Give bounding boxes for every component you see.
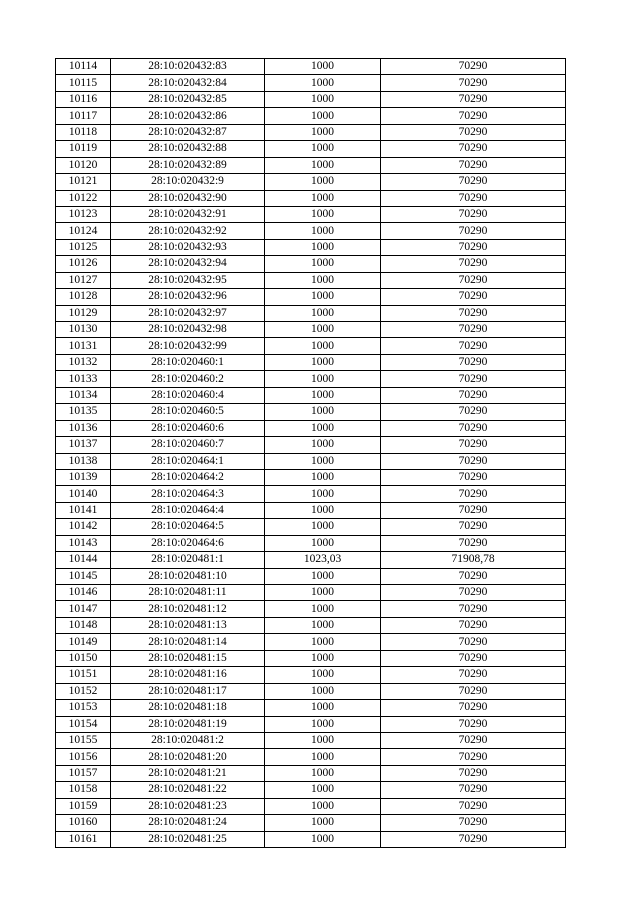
- table-row: [56, 667, 566, 683]
- cadastral-number-cell: 28:10:020481:21: [111, 765, 265, 781]
- row-number-cell: 10151: [56, 667, 111, 683]
- area-cell: 1000: [265, 831, 381, 847]
- area-cell: 1000: [265, 469, 381, 485]
- value-cell: 70290: [381, 157, 566, 173]
- row-number-cell: 10140: [56, 486, 111, 502]
- value-cell: 70290: [381, 190, 566, 206]
- table-row: [56, 239, 566, 255]
- row-number-cell: 10129: [56, 305, 111, 321]
- table-row: [56, 75, 566, 91]
- area-cell: 1000: [265, 239, 381, 255]
- cadastral-number-cell: 28:10:020432:85: [111, 91, 265, 107]
- row-number-cell: 10155: [56, 732, 111, 748]
- table-row: [56, 617, 566, 633]
- table-row: [56, 831, 566, 847]
- table-row: [56, 272, 566, 288]
- cadastral-number-cell: 28:10:020432:9: [111, 174, 265, 190]
- table-row: [56, 437, 566, 453]
- table-row: [56, 289, 566, 305]
- value-cell: 70290: [381, 305, 566, 321]
- table-row: [56, 157, 566, 173]
- area-cell: 1000: [265, 667, 381, 683]
- value-cell: 70290: [381, 469, 566, 485]
- table-row: [56, 732, 566, 748]
- row-number-cell: 10134: [56, 387, 111, 403]
- cadastral-number-cell: 28:10:020432:96: [111, 289, 265, 305]
- row-number-cell: 10148: [56, 617, 111, 633]
- cadastral-number-cell: 28:10:020481:17: [111, 683, 265, 699]
- table-row: [56, 568, 566, 584]
- area-cell: 1000: [265, 716, 381, 732]
- value-cell: 70290: [381, 650, 566, 666]
- cadastral-number-cell: 28:10:020460:6: [111, 420, 265, 436]
- value-cell: 70290: [381, 75, 566, 91]
- area-cell: 1000: [265, 617, 381, 633]
- value-cell: 70290: [381, 585, 566, 601]
- value-cell: 70290: [381, 732, 566, 748]
- value-cell: 70290: [381, 798, 566, 814]
- area-cell: 1000: [265, 453, 381, 469]
- value-cell: 70290: [381, 322, 566, 338]
- value-cell: 70290: [381, 782, 566, 798]
- table-row: [56, 700, 566, 716]
- area-cell: 1000: [265, 75, 381, 91]
- cadastral-number-cell: 28:10:020460:5: [111, 404, 265, 420]
- cadastral-number-cell: 28:10:020481:25: [111, 831, 265, 847]
- row-number-cell: 10145: [56, 568, 111, 584]
- row-number-cell: 10115: [56, 75, 111, 91]
- table-row: [56, 502, 566, 518]
- value-cell: 70290: [381, 700, 566, 716]
- value-cell: 70290: [381, 535, 566, 551]
- row-number-cell: 10137: [56, 437, 111, 453]
- value-cell: 70290: [381, 124, 566, 140]
- area-cell: 1000: [265, 354, 381, 370]
- cadastral-number-cell: 28:10:020432:97: [111, 305, 265, 321]
- area-cell: 1000: [265, 749, 381, 765]
- area-cell: 1000: [265, 206, 381, 222]
- row-number-cell: 10118: [56, 124, 111, 140]
- value-cell: 70290: [381, 815, 566, 831]
- row-number-cell: 10157: [56, 765, 111, 781]
- area-cell: 1000: [265, 683, 381, 699]
- area-cell: 1000: [265, 700, 381, 716]
- cadastral-number-cell: 28:10:020464:3: [111, 486, 265, 502]
- value-cell: 70290: [381, 371, 566, 387]
- table-row: [56, 404, 566, 420]
- cadastral-number-cell: 28:10:020432:90: [111, 190, 265, 206]
- cadastral-number-cell: 28:10:020460:2: [111, 371, 265, 387]
- value-cell: 70290: [381, 387, 566, 403]
- row-number-cell: 10122: [56, 190, 111, 206]
- table-row: [56, 765, 566, 781]
- value-cell: 70290: [381, 765, 566, 781]
- row-number-cell: 10114: [56, 59, 111, 75]
- area-cell: 1000: [265, 256, 381, 272]
- value-cell: 70290: [381, 59, 566, 75]
- value-cell: 70290: [381, 289, 566, 305]
- value-cell: 70290: [381, 502, 566, 518]
- cadastral-number-cell: 28:10:020464:1: [111, 453, 265, 469]
- cadastral-number-cell: 28:10:020460:7: [111, 437, 265, 453]
- row-number-cell: 10126: [56, 256, 111, 272]
- table-row: [56, 634, 566, 650]
- area-cell: 1023,03: [265, 552, 381, 568]
- cadastral-number-cell: 28:10:020460:4: [111, 387, 265, 403]
- row-number-cell: 10128: [56, 289, 111, 305]
- table-row: [56, 650, 566, 666]
- area-cell: 1000: [265, 798, 381, 814]
- area-cell: 1000: [265, 371, 381, 387]
- cadastral-number-cell: 28:10:020432:99: [111, 338, 265, 354]
- area-cell: 1000: [265, 387, 381, 403]
- cadastral-number-cell: 28:10:020481:14: [111, 634, 265, 650]
- area-cell: 1000: [265, 108, 381, 124]
- cadastral-number-cell: 28:10:020432:89: [111, 157, 265, 173]
- area-cell: 1000: [265, 502, 381, 518]
- value-cell: 70290: [381, 568, 566, 584]
- row-number-cell: 10146: [56, 585, 111, 601]
- row-number-cell: 10131: [56, 338, 111, 354]
- area-cell: 1000: [265, 585, 381, 601]
- value-cell: 70290: [381, 91, 566, 107]
- row-number-cell: 10142: [56, 519, 111, 535]
- table-row: [56, 815, 566, 831]
- area-cell: 1000: [265, 568, 381, 584]
- row-number-cell: 10123: [56, 206, 111, 222]
- row-number-cell: 10125: [56, 239, 111, 255]
- row-number-cell: 10153: [56, 700, 111, 716]
- cadastral-number-cell: 28:10:020432:98: [111, 322, 265, 338]
- row-number-cell: 10120: [56, 157, 111, 173]
- value-cell: 70290: [381, 338, 566, 354]
- area-cell: 1000: [265, 650, 381, 666]
- row-number-cell: 10135: [56, 404, 111, 420]
- area-cell: 1000: [265, 519, 381, 535]
- cadastral-number-cell: 28:10:020481:11: [111, 585, 265, 601]
- area-cell: 1000: [265, 601, 381, 617]
- row-number-cell: 10119: [56, 141, 111, 157]
- area-cell: 1000: [265, 289, 381, 305]
- table-body: [56, 59, 566, 848]
- cadastral-number-cell: 28:10:020481:13: [111, 617, 265, 633]
- cadastral-number-cell: 28:10:020481:10: [111, 568, 265, 584]
- table-row: [56, 469, 566, 485]
- table-row: [56, 91, 566, 107]
- area-cell: 1000: [265, 765, 381, 781]
- row-number-cell: 10143: [56, 535, 111, 551]
- cadastral-number-cell: 28:10:020432:88: [111, 141, 265, 157]
- table-row: [56, 535, 566, 551]
- table-row: [56, 519, 566, 535]
- table-row: [56, 371, 566, 387]
- table-row: [56, 206, 566, 222]
- value-cell: 70290: [381, 716, 566, 732]
- row-number-cell: 10156: [56, 749, 111, 765]
- area-cell: 1000: [265, 535, 381, 551]
- table-row: [56, 585, 566, 601]
- area-cell: 1000: [265, 404, 381, 420]
- cadastral-number-cell: 28:10:020464:2: [111, 469, 265, 485]
- cadastral-number-cell: 28:10:020432:92: [111, 223, 265, 239]
- table-row: [56, 256, 566, 272]
- cadastral-number-cell: 28:10:020432:94: [111, 256, 265, 272]
- cadastral-number-cell: 28:10:020432:95: [111, 272, 265, 288]
- cadastral-number-cell: 28:10:020464:4: [111, 502, 265, 518]
- table-row: [56, 716, 566, 732]
- row-number-cell: 10116: [56, 91, 111, 107]
- row-number-cell: 10147: [56, 601, 111, 617]
- cadastral-number-cell: 28:10:020460:1: [111, 354, 265, 370]
- area-cell: 1000: [265, 59, 381, 75]
- value-cell: 70290: [381, 174, 566, 190]
- value-cell: 71908,78: [381, 552, 566, 568]
- table-row: [56, 749, 566, 765]
- row-number-cell: 10121: [56, 174, 111, 190]
- area-cell: 1000: [265, 420, 381, 436]
- table-row: [56, 124, 566, 140]
- area-cell: 1000: [265, 190, 381, 206]
- cadastral-number-cell: 28:10:020432:86: [111, 108, 265, 124]
- row-number-cell: 10159: [56, 798, 111, 814]
- value-cell: 70290: [381, 404, 566, 420]
- cadastre-table: [55, 58, 566, 848]
- area-cell: 1000: [265, 305, 381, 321]
- value-cell: 70290: [381, 437, 566, 453]
- value-cell: 70290: [381, 486, 566, 502]
- table-row: [56, 420, 566, 436]
- cadastral-number-cell: 28:10:020432:87: [111, 124, 265, 140]
- table-row: [56, 782, 566, 798]
- table-row: [56, 453, 566, 469]
- cadastral-number-cell: 28:10:020481:24: [111, 815, 265, 831]
- table-row: [56, 223, 566, 239]
- cadastral-number-cell: 28:10:020432:93: [111, 239, 265, 255]
- table-row: [56, 798, 566, 814]
- table-row: [56, 108, 566, 124]
- cadastral-number-cell: 28:10:020464:6: [111, 535, 265, 551]
- cadastral-number-cell: 28:10:020481:12: [111, 601, 265, 617]
- value-cell: 70290: [381, 206, 566, 222]
- table-row: [56, 387, 566, 403]
- cadastral-number-cell: 28:10:020481:15: [111, 650, 265, 666]
- value-cell: 70290: [381, 617, 566, 633]
- row-number-cell: 10127: [56, 272, 111, 288]
- area-cell: 1000: [265, 732, 381, 748]
- row-number-cell: 10117: [56, 108, 111, 124]
- row-number-cell: 10160: [56, 815, 111, 831]
- area-cell: 1000: [265, 338, 381, 354]
- table-row: [56, 141, 566, 157]
- row-number-cell: 10124: [56, 223, 111, 239]
- value-cell: 70290: [381, 420, 566, 436]
- cadastral-number-cell: 28:10:020481:22: [111, 782, 265, 798]
- value-cell: 70290: [381, 453, 566, 469]
- value-cell: 70290: [381, 519, 566, 535]
- value-cell: 70290: [381, 272, 566, 288]
- cadastral-number-cell: 28:10:020464:5: [111, 519, 265, 535]
- area-cell: 1000: [265, 91, 381, 107]
- table-row: [56, 552, 566, 568]
- value-cell: 70290: [381, 683, 566, 699]
- area-cell: 1000: [265, 141, 381, 157]
- value-cell: 70290: [381, 108, 566, 124]
- area-cell: 1000: [265, 272, 381, 288]
- row-number-cell: 10154: [56, 716, 111, 732]
- area-cell: 1000: [265, 157, 381, 173]
- row-number-cell: 10133: [56, 371, 111, 387]
- table-row: [56, 322, 566, 338]
- cadastral-number-cell: 28:10:020481:18: [111, 700, 265, 716]
- table-row: [56, 59, 566, 75]
- table-row: [56, 190, 566, 206]
- value-cell: 70290: [381, 354, 566, 370]
- table-row: [56, 601, 566, 617]
- area-cell: 1000: [265, 322, 381, 338]
- cadastral-number-cell: 28:10:020481:1: [111, 552, 265, 568]
- table-row: [56, 486, 566, 502]
- cadastral-number-cell: 28:10:020432:83: [111, 59, 265, 75]
- table-row: [56, 354, 566, 370]
- value-cell: 70290: [381, 634, 566, 650]
- row-number-cell: 10139: [56, 469, 111, 485]
- row-number-cell: 10138: [56, 453, 111, 469]
- area-cell: 1000: [265, 124, 381, 140]
- row-number-cell: 10136: [56, 420, 111, 436]
- table-row: [56, 174, 566, 190]
- cadastral-number-cell: 28:10:020432:91: [111, 206, 265, 222]
- area-cell: 1000: [265, 815, 381, 831]
- row-number-cell: 10149: [56, 634, 111, 650]
- table-row: [56, 338, 566, 354]
- area-cell: 1000: [265, 223, 381, 239]
- row-number-cell: 10150: [56, 650, 111, 666]
- value-cell: 70290: [381, 141, 566, 157]
- row-number-cell: 10132: [56, 354, 111, 370]
- table-row: [56, 305, 566, 321]
- area-cell: 1000: [265, 486, 381, 502]
- cadastral-number-cell: 28:10:020481:23: [111, 798, 265, 814]
- value-cell: 70290: [381, 831, 566, 847]
- value-cell: 70290: [381, 256, 566, 272]
- row-number-cell: 10161: [56, 831, 111, 847]
- area-cell: 1000: [265, 782, 381, 798]
- area-cell: 1000: [265, 437, 381, 453]
- row-number-cell: 10152: [56, 683, 111, 699]
- cadastral-number-cell: 28:10:020481:19: [111, 716, 265, 732]
- value-cell: 70290: [381, 601, 566, 617]
- row-number-cell: 10130: [56, 322, 111, 338]
- cadastral-number-cell: 28:10:020481:16: [111, 667, 265, 683]
- table-row: [56, 683, 566, 699]
- value-cell: 70290: [381, 223, 566, 239]
- cadastral-number-cell: 28:10:020432:84: [111, 75, 265, 91]
- value-cell: 70290: [381, 749, 566, 765]
- value-cell: 70290: [381, 667, 566, 683]
- row-number-cell: 10158: [56, 782, 111, 798]
- cadastral-number-cell: 28:10:020481:20: [111, 749, 265, 765]
- cadastral-number-cell: 28:10:020481:2: [111, 732, 265, 748]
- row-number-cell: 10141: [56, 502, 111, 518]
- value-cell: 70290: [381, 239, 566, 255]
- area-cell: 1000: [265, 634, 381, 650]
- area-cell: 1000: [265, 174, 381, 190]
- row-number-cell: 10144: [56, 552, 111, 568]
